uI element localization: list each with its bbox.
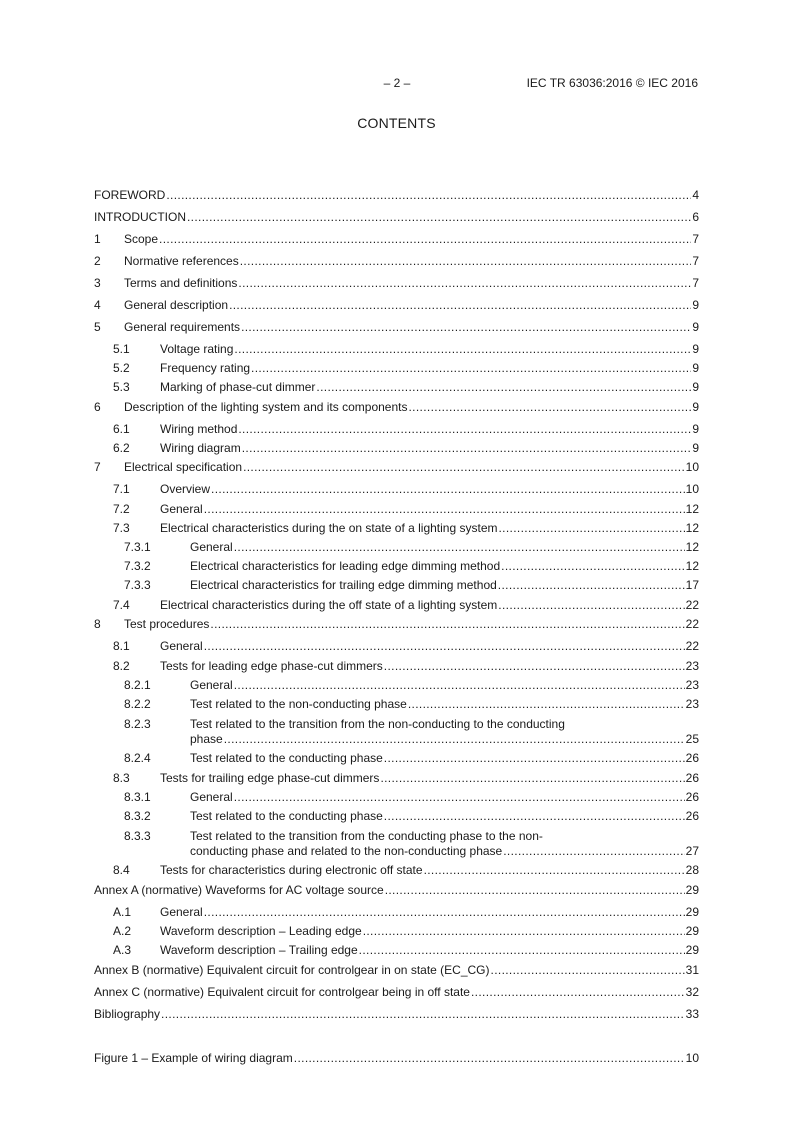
toc-entry-body xyxy=(160,441,699,456)
toc-entry-body xyxy=(190,578,699,593)
dot-leader xyxy=(161,1007,685,1022)
toc-entry-title: Test related to the conducting phase xyxy=(190,751,383,765)
toc-entry-number: 2 xyxy=(94,254,101,268)
toc-entry-body xyxy=(124,400,699,415)
toc-entry-body xyxy=(124,254,699,269)
dot-leader xyxy=(471,985,685,1000)
toc-entry-page: 10 xyxy=(685,1051,699,1065)
toc-entry-body xyxy=(190,540,699,555)
toc-entry-number: 8.2.3 xyxy=(124,717,151,731)
toc-entry-title: Description of the lighting system and its components xyxy=(124,400,408,414)
toc-entry-page: 6 xyxy=(692,210,699,224)
dot-leader xyxy=(234,678,685,693)
toc-entry-number: 8.3.3 xyxy=(124,829,151,843)
toc-entry-page: 23 xyxy=(685,697,699,711)
toc-entry-number: A.2 xyxy=(113,924,132,938)
toc-entry-title: Test related to the non-conducting phase xyxy=(190,697,407,711)
dot-leader xyxy=(187,210,691,225)
toc-entry-page: 26 xyxy=(685,790,699,804)
toc-entry-title: Normative references xyxy=(124,254,239,268)
toc-entry-body xyxy=(94,188,699,203)
toc-entry-body xyxy=(190,829,699,859)
toc-entry-page: 12 xyxy=(685,502,699,516)
toc-entry-body xyxy=(124,232,699,247)
toc-entry-page: 29 xyxy=(685,924,699,938)
dot-leader xyxy=(498,598,684,613)
toc-entry-number: 8 xyxy=(94,617,101,631)
toc-entry-title: Electrical characteristics for trailing edge dimming method xyxy=(190,578,497,592)
dot-leader xyxy=(424,863,685,878)
dot-leader xyxy=(363,924,685,939)
toc-entry-page: 26 xyxy=(685,771,699,785)
dot-leader xyxy=(499,521,685,536)
toc-entry-page: 28 xyxy=(685,863,699,877)
toc-entry-number: 8.1 xyxy=(113,639,130,653)
toc-entry-title-continued: conducting phase and related to the non-conducting phase xyxy=(190,844,503,858)
toc-entry-number: 8.2.2 xyxy=(124,697,151,711)
toc-entry-body xyxy=(160,361,699,376)
toc-entry-number: 7.3.1 xyxy=(124,540,151,554)
toc-entry-page: 22 xyxy=(685,598,699,612)
dot-leader xyxy=(384,751,685,766)
contents-title: CONTENTS xyxy=(357,115,436,131)
toc-entry-title: Annex A (normative) Waveforms for AC voltage source xyxy=(94,883,384,897)
dot-leader xyxy=(491,963,685,978)
toc-entry-body xyxy=(124,298,699,313)
dot-leader xyxy=(316,380,691,395)
toc-entry-number: 8.2 xyxy=(113,659,130,673)
dot-leader xyxy=(229,298,691,313)
dot-leader xyxy=(224,732,685,747)
toc-entry-title: Electrical specification xyxy=(124,460,243,474)
toc-entry-page: 26 xyxy=(685,809,699,823)
toc-entry-title: Tests for leading edge phase-cut dimmers xyxy=(160,659,383,673)
toc-entry-body xyxy=(160,771,699,786)
toc-entry-body xyxy=(160,502,699,517)
toc-entry-page: 9 xyxy=(692,361,699,375)
toc-entry-page: 9 xyxy=(692,441,699,455)
dot-leader xyxy=(498,578,685,593)
toc-entry-body xyxy=(190,790,699,805)
toc-entry-number: 8.3.1 xyxy=(124,790,151,804)
dot-leader xyxy=(294,1051,685,1066)
toc-entry-number: 8.2.4 xyxy=(124,751,151,765)
toc-entry-body xyxy=(160,943,699,958)
dot-leader xyxy=(241,320,691,335)
dot-leader xyxy=(503,844,684,859)
toc-entry-body xyxy=(160,598,699,613)
toc-entry-page: 26 xyxy=(685,751,699,765)
toc-entry-page: 7 xyxy=(692,254,699,268)
toc-entry-number: 3 xyxy=(94,276,101,290)
toc-entry-number: 6.2 xyxy=(113,441,130,455)
toc-entry-title: INTRODUCTION xyxy=(94,210,186,224)
toc-entry-body xyxy=(94,883,699,898)
toc-entry-number: 7.4 xyxy=(113,598,130,612)
toc-entry-number: 8.2.1 xyxy=(124,678,151,692)
toc-entry-title: Electrical characteristics for leading edge dimming method xyxy=(190,559,501,573)
toc-entry-page: 12 xyxy=(685,540,699,554)
toc-entry-title: General xyxy=(190,790,233,804)
dot-leader xyxy=(240,254,692,269)
toc-entry-body xyxy=(190,697,699,712)
toc-entry-title: Waveform description – Trailing edge xyxy=(160,943,358,957)
dot-leader xyxy=(242,441,692,456)
toc-entry-title: Wiring diagram xyxy=(160,441,241,455)
toc-entry-title: Wiring method xyxy=(160,422,238,436)
toc-entry-body xyxy=(160,905,699,920)
dot-leader xyxy=(251,361,691,376)
toc-entry-title: Bibliography xyxy=(94,1007,161,1021)
dot-leader xyxy=(408,400,691,415)
page-header xyxy=(0,76,793,92)
toc-entry-page: 23 xyxy=(685,678,699,692)
toc-entry-page: 9 xyxy=(692,342,699,356)
toc-entry-title: Test related to the transition from the non-conducting to the conducting xyxy=(190,717,565,731)
toc-entry-body xyxy=(94,963,699,978)
toc-entry-title: Tests for characteristics during electronic off state xyxy=(160,863,423,877)
toc-entry-title: Figure 1 – Example of wiring diagram xyxy=(94,1051,293,1065)
toc-entry-title: FOREWORD xyxy=(94,188,166,202)
toc-entry-title: General xyxy=(190,678,233,692)
toc-entry-page: 27 xyxy=(685,844,699,858)
toc-entry-page: 23 xyxy=(685,659,699,673)
toc-entry-page: 17 xyxy=(685,578,699,592)
toc-entry-number: 7.3.2 xyxy=(124,559,151,573)
toc-entry-body xyxy=(124,320,699,335)
dot-leader xyxy=(384,659,685,674)
dot-leader xyxy=(159,232,691,247)
toc-entry-title: Test related to the conducting phase xyxy=(190,809,383,823)
toc-entry-body xyxy=(190,751,699,766)
toc-entry-body xyxy=(160,639,699,654)
toc-entry-body xyxy=(190,809,699,824)
dot-leader xyxy=(210,617,684,632)
toc-entry-number: 7 xyxy=(94,460,101,474)
toc-entry-number: 8.4 xyxy=(113,863,130,877)
dot-leader xyxy=(166,188,691,203)
toc-entry-page: 29 xyxy=(685,883,699,897)
toc-entry-number: 6 xyxy=(94,400,101,414)
toc-entry-body xyxy=(190,559,699,574)
toc-entry-page: 9 xyxy=(692,400,699,414)
toc-entry-page: 10 xyxy=(685,482,699,496)
toc-entry-number: A.1 xyxy=(113,905,132,919)
toc-entry-title: Annex B (normative) Equivalent circuit for controlgear in on state (EC_CG) xyxy=(94,963,490,977)
toc-entry-number: 6.1 xyxy=(113,422,130,436)
toc-entry-body xyxy=(160,924,699,939)
dot-leader xyxy=(243,460,685,475)
toc-entry-number: 7.2 xyxy=(113,502,130,516)
toc-entry-page: 29 xyxy=(685,905,699,919)
toc-entry-title: Electrical characteristics during the off state of a lighting system xyxy=(160,598,498,612)
dot-leader xyxy=(385,883,685,898)
dot-leader xyxy=(204,639,685,654)
toc-entry-title: Terms and definitions xyxy=(124,276,238,290)
toc-entry-title: General requirements xyxy=(124,320,241,334)
toc-entry-number: 5 xyxy=(94,320,101,334)
toc-entry-body xyxy=(160,521,699,536)
toc-entry-number: A.3 xyxy=(113,943,132,957)
toc-entry-title: Annex C (normative) Equivalent circuit for controlgear being in off state xyxy=(94,985,470,999)
toc-entry-body xyxy=(94,210,699,225)
dot-leader xyxy=(204,905,685,920)
toc-entry-page: 7 xyxy=(692,276,699,290)
toc-entry-number: 5.2 xyxy=(113,361,130,375)
toc-entry-page: 7 xyxy=(692,232,699,246)
toc-entry-body xyxy=(160,380,699,395)
toc-entry-page: 9 xyxy=(692,380,699,394)
toc-entry-page: 10 xyxy=(685,460,699,474)
toc-entry-page: 29 xyxy=(685,943,699,957)
dot-leader xyxy=(238,276,691,291)
toc-entry-body xyxy=(160,422,699,437)
toc-entry-page: 9 xyxy=(692,422,699,436)
toc-entry-page: 32 xyxy=(685,985,699,999)
dot-leader xyxy=(408,697,685,712)
page-number: – 2 – xyxy=(383,76,411,90)
toc-entry-title: Overview xyxy=(160,482,211,496)
dot-leader xyxy=(359,943,685,958)
toc-entry-page: 9 xyxy=(692,298,699,312)
toc-entry-body xyxy=(94,985,699,1000)
toc-entry-body xyxy=(160,659,699,674)
toc-entry-body xyxy=(160,482,699,497)
toc-entry-title: Test related to the transition from the conducting phase to the non- xyxy=(190,829,543,843)
toc-entry-number: 4 xyxy=(94,298,101,312)
toc-entry-page: 9 xyxy=(692,320,699,334)
toc-entry-number: 7.1 xyxy=(113,482,130,496)
dot-leader xyxy=(380,771,684,786)
toc-entry-body xyxy=(190,717,699,747)
toc-entry-number: 7.3.3 xyxy=(124,578,151,592)
dot-leader xyxy=(234,342,691,357)
toc-entry-page: 12 xyxy=(685,559,699,573)
toc-entry-title: General xyxy=(190,540,233,554)
toc-entry-body xyxy=(94,1007,699,1022)
toc-entry-page: 31 xyxy=(685,963,699,977)
dot-leader xyxy=(384,809,685,824)
toc-entry-title: General xyxy=(160,639,203,653)
toc-entry-title: Test procedures xyxy=(124,617,210,631)
toc-entry-body xyxy=(124,460,699,475)
toc-entry-body xyxy=(124,276,699,291)
dot-leader xyxy=(211,482,685,497)
toc-entry-number: 5.1 xyxy=(113,342,130,356)
toc-entry-page: 12 xyxy=(685,521,699,535)
toc-entry-number: 8.3 xyxy=(113,771,130,785)
toc-entry-title: General xyxy=(160,502,203,516)
toc-entry-page: 4 xyxy=(692,188,699,202)
toc-entry-title: General xyxy=(160,905,203,919)
toc-entry-body xyxy=(124,617,699,632)
dot-leader xyxy=(204,502,685,517)
dot-leader xyxy=(501,559,684,574)
toc-entry-number: 8.3.2 xyxy=(124,809,151,823)
toc-entry-title: General description xyxy=(124,298,229,312)
toc-entry-page: 22 xyxy=(685,617,699,631)
toc-entry-page: 22 xyxy=(685,639,699,653)
toc-entry-body xyxy=(190,678,699,693)
toc-entry-page: 33 xyxy=(685,1007,699,1021)
document-reference: IEC TR 63036:2016 © IEC 2016 xyxy=(526,76,698,90)
toc-entry-number: 1 xyxy=(94,232,101,246)
dot-leader xyxy=(234,540,685,555)
toc-entry-title-continued: phase xyxy=(190,732,223,746)
dot-leader xyxy=(234,790,685,805)
toc-entry-body xyxy=(160,342,699,357)
toc-entry-title: Waveform description – Leading edge xyxy=(160,924,362,938)
toc-entry-body xyxy=(160,863,699,878)
dot-leader xyxy=(238,422,691,437)
toc-entry-number: 7.3 xyxy=(113,521,130,535)
toc-entry-title: Scope xyxy=(124,232,159,246)
toc-entry-body xyxy=(94,1051,699,1066)
toc-entry-title: Electrical characteristics during the on state of a lighting system xyxy=(160,521,498,535)
toc-entry-title: Tests for trailing edge phase-cut dimmers xyxy=(160,771,380,785)
toc-entry-title: Marking of phase-cut dimmer xyxy=(160,380,316,394)
toc-entry-page: 25 xyxy=(685,732,699,746)
toc-entry-title: Frequency rating xyxy=(160,361,251,375)
toc-entry-title: Voltage rating xyxy=(160,342,234,356)
toc-entry-number: 5.3 xyxy=(113,380,130,394)
